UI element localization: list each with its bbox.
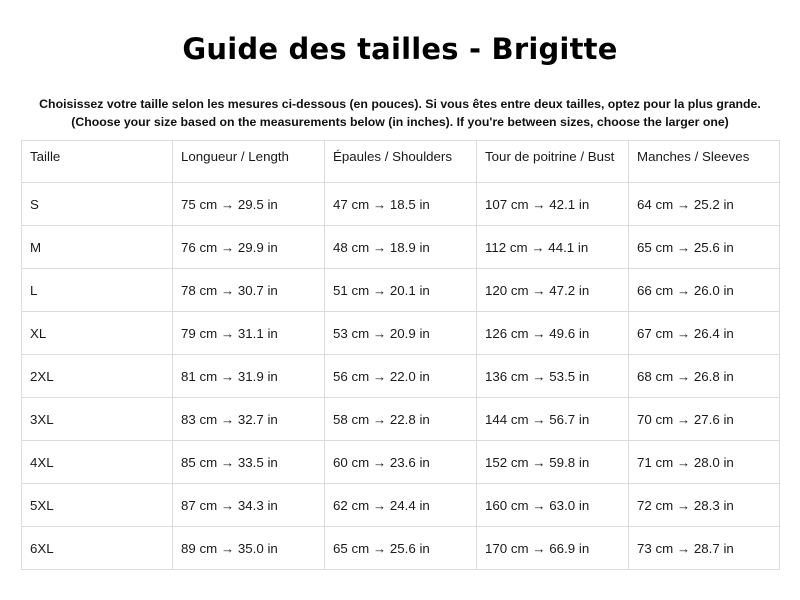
sleeves-cell: 65 cm → 25.6 in [629, 226, 780, 269]
size-cell: 3XL [22, 398, 173, 441]
sleeves-cell: 66 cm → 26.0 in [629, 269, 780, 312]
table-header-row [22, 141, 780, 183]
length-cell: 78 cm → 30.7 in [173, 269, 325, 312]
table-row [22, 441, 780, 484]
table-row [22, 527, 780, 570]
subtitle-english: (Choose your size based on the measurements below (in inches). If you're between sizes, choose the larger one) [71, 115, 729, 129]
sleeves-cell: 64 cm → 25.2 in [629, 183, 780, 226]
length-cell: 75 cm → 29.5 in [173, 183, 325, 226]
table-row [22, 226, 780, 269]
bust-cell: 170 cm → 66.9 in [477, 527, 629, 570]
shoulders-cell: 58 cm → 22.8 in [325, 398, 477, 441]
sleeves-cell: 70 cm → 27.6 in [629, 398, 780, 441]
size-cell: XL [22, 312, 173, 355]
length-cell: 79 cm → 31.1 in [173, 312, 325, 355]
bust-cell: 107 cm → 42.1 in [477, 183, 629, 226]
shoulders-cell: 60 cm → 23.6 in [325, 441, 477, 484]
length-cell: 81 cm → 31.9 in [173, 355, 325, 398]
size-cell: L [22, 269, 173, 312]
shoulders-cell: 56 cm → 22.0 in [325, 355, 477, 398]
header-shoulders: Épaules / Shoulders [325, 141, 477, 183]
length-cell: 85 cm → 33.5 in [173, 441, 325, 484]
length-cell: 89 cm → 35.0 in [173, 527, 325, 570]
shoulders-cell: 62 cm → 24.4 in [325, 484, 477, 527]
size-cell: 6XL [22, 527, 173, 570]
table-row [22, 312, 780, 355]
sleeves-cell: 67 cm → 26.4 in [629, 312, 780, 355]
sleeves-cell: 68 cm → 26.8 in [629, 355, 780, 398]
size-cell: 5XL [22, 484, 173, 527]
length-cell: 76 cm → 29.9 in [173, 226, 325, 269]
shoulders-cell: 65 cm → 25.6 in [325, 527, 477, 570]
subtitle-french: Choisissez votre taille selon les mesures ci-dessous (en pouces). Si vous êtes entre deux tailles, optez pour la plus grande. [39, 97, 761, 111]
header-size: Taille [22, 141, 173, 183]
bust-cell: 160 cm → 63.0 in [477, 484, 629, 527]
size-cell: 2XL [22, 355, 173, 398]
page-title: Guide des tailles - Brigitte [182, 32, 618, 66]
shoulders-cell: 53 cm → 20.9 in [325, 312, 477, 355]
bust-cell: 152 cm → 59.8 in [477, 441, 629, 484]
shoulders-cell: 51 cm → 20.1 in [325, 269, 477, 312]
table-row [22, 355, 780, 398]
bust-cell: 144 cm → 56.7 in [477, 398, 629, 441]
bust-cell: 136 cm → 53.5 in [477, 355, 629, 398]
table-row [22, 484, 780, 527]
bust-cell: 126 cm → 49.6 in [477, 312, 629, 355]
sleeves-cell: 71 cm → 28.0 in [629, 441, 780, 484]
size-cell: 4XL [22, 441, 173, 484]
length-cell: 83 cm → 32.7 in [173, 398, 325, 441]
bust-cell: 112 cm → 44.1 in [477, 226, 629, 269]
sleeves-cell: 72 cm → 28.3 in [629, 484, 780, 527]
header-sleeves: Manches / Sleeves [629, 141, 780, 183]
shoulders-cell: 47 cm → 18.5 in [325, 183, 477, 226]
table-row [22, 269, 780, 312]
size-cell: M [22, 226, 173, 269]
header-bust: Tour de poitrine / Bust [477, 141, 629, 183]
shoulders-cell: 48 cm → 18.9 in [325, 226, 477, 269]
size-table-body [22, 183, 780, 570]
size-chart-table [21, 140, 780, 570]
header-length: Longueur / Length [173, 141, 325, 183]
bust-cell: 120 cm → 47.2 in [477, 269, 629, 312]
sleeves-cell: 73 cm → 28.7 in [629, 527, 780, 570]
table-row [22, 398, 780, 441]
size-cell: S [22, 183, 173, 226]
length-cell: 87 cm → 34.3 in [173, 484, 325, 527]
table-row [22, 183, 780, 226]
